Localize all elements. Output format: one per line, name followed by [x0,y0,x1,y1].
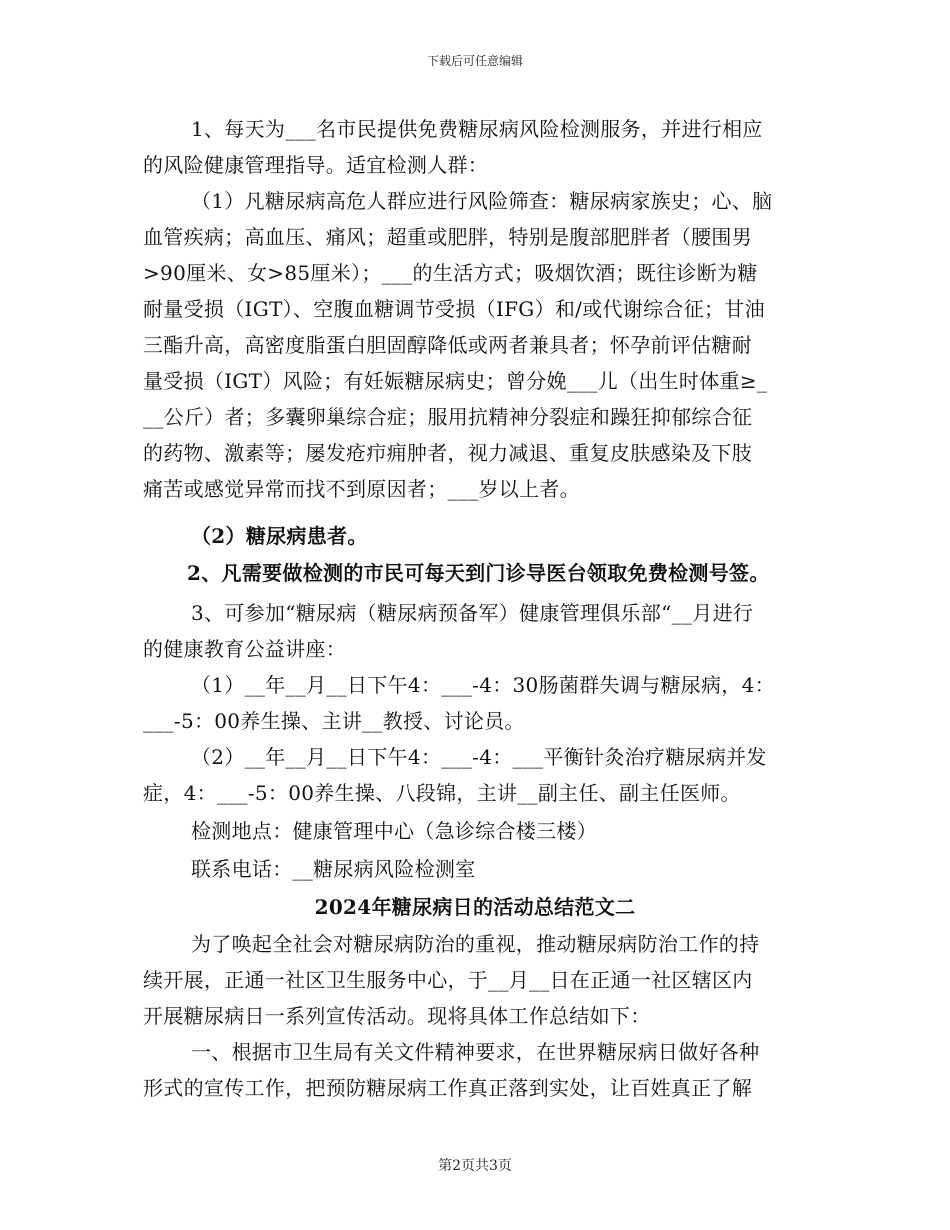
paragraph-line: 量受损（IGT）风险；有妊娠糖尿病史；曾分娩___儿（出生时体重≥_ [143,369,768,393]
paragraph-line: 的健康教育公益讲座： [143,637,346,661]
section-title: 2024年糖尿病日的活动总结范文二 [314,895,636,919]
paragraph-line: 3、可参加“糖尿病（糖尿病预备军）健康管理俱乐部“__月进行 [191,601,754,625]
paragraph-line: 为了唤起全社会对糖尿病防治的重视，推动糖尿病防治工作的持 [191,932,760,956]
paragraph-line: 1、每天为___名市民提供免费糖尿病风险检测服务，并进行相应 [191,117,763,141]
bold-line: 2、凡需要做检测的市民可每天到门诊导医台领取免费检测号签。 [187,561,770,585]
paragraph-line: （1）__年__月__日下午4：___-4：30肠菌群失调与糖尿病，4： [191,673,775,697]
paragraph-line: 症，4：___-5：00养生操、八段锦，主讲__副主任、副主任医师。 [143,781,741,805]
paragraph-line: （1）凡糖尿病高危人群应进行风险筛查：糖尿病家族史；心、脑 [191,189,773,213]
paragraph-line: 痛苦或感觉异常而找不到原因者；___岁以上者。 [143,477,580,501]
page-footer: 第2页共3页 [438,1158,512,1174]
paragraph-line: 耐量受损（IGT）、空腹血糖调节受损（IFG）和/或代谢综合征；甘油 [143,297,765,321]
paragraph-line: ___-5：00养生操、主讲__教授、讨论员。 [143,709,525,733]
paragraph-line: 三酯升高，高密度脂蛋白胆固醇降低或两者兼具者；怀孕前评估糖耐 [143,333,752,357]
paragraph-line: __公斤）者；多囊卵巢综合症；服用抗精神分裂症和躁狂抑郁综合征 [143,405,753,429]
paragraph-line: 检测地点：健康管理中心（急诊综合楼三楼） [191,819,597,843]
page-header: 下载后可任意编辑 [426,54,523,68]
paragraph-line: 血管疾病；高血压、痛风；超重或肥胖，特别是腹部肥胖者（腰围男 [143,225,752,249]
paragraph-line: 开展糖尿病日一系列宣传活动。现将具体工作总结如下： [143,1004,651,1028]
paragraph-line: 一、根据市卫生局有关文件精神要求，在世界糖尿病日做好各种 [191,1040,760,1064]
paragraph-line: 的风险健康管理指导。适宜检测人群： [143,153,489,177]
bold-line: （2）糖尿病患者。 [191,524,368,548]
paragraph-line: 的药物、激素等；屡发疮疖痈肿者，视力减退、重复皮肤感染及下肢 [143,441,752,465]
paragraph-line: >90厘米、女>85厘米）；___的生活方式；吸烟饮酒；既往诊断为糖 [143,261,758,285]
paragraph-line: 联系电话：__糖尿病风险检测室 [191,857,476,881]
paragraph-line: 形式的宣传工作，把预防糖尿病工作真正落到实处，让百姓真正了解 [143,1076,752,1100]
paragraph-line: 续开展，正通一社区卫生服务中心，于__月__日在正通一社区辖区内 [143,968,753,992]
paragraph-line: （2）__年__月__日下午4：___-4：___平衡针灸治疗糖尿病并发 [191,745,767,769]
